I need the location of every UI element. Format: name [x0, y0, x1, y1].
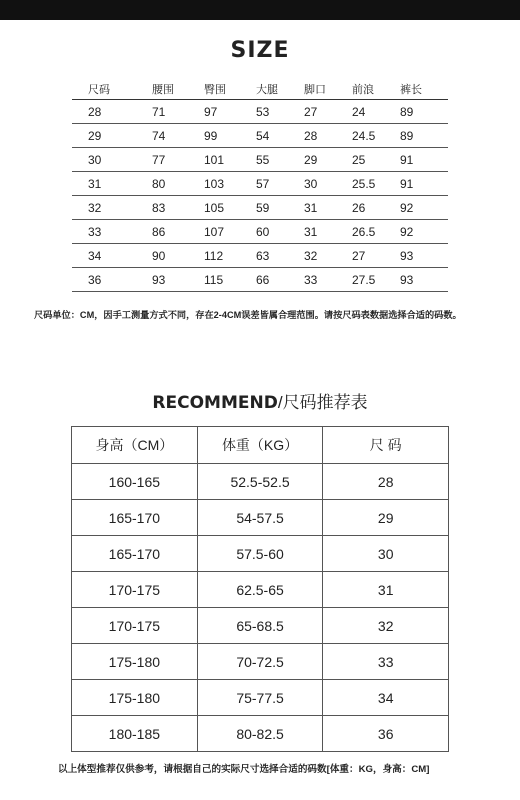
table-row: [72, 536, 449, 572]
table-cell: 52.5-52.5: [197, 464, 323, 500]
table-cell: 54: [256, 128, 270, 143]
table-row: [72, 172, 448, 196]
table-cell: 26: [352, 200, 366, 215]
table-cell: 107: [204, 224, 225, 239]
table-cell: 170-175: [72, 608, 198, 644]
header-cell: 前浪: [352, 83, 374, 96]
table-cell: 31: [88, 176, 102, 191]
table-row: [72, 100, 448, 124]
table-cell: 33: [88, 224, 102, 239]
table-cell: 93: [152, 272, 166, 287]
table-cell: 60: [256, 224, 270, 239]
table-cell: 24: [352, 104, 366, 119]
table-cell: 160-165: [72, 464, 198, 500]
recommend-title-cn: /尺码推荐表: [277, 393, 368, 412]
table-cell: 170-175: [72, 572, 198, 608]
table-cell: 34: [323, 680, 449, 716]
table-cell: 92: [400, 200, 414, 215]
header-cell: 身高（CM）: [72, 427, 198, 464]
size-title: SIZE: [230, 38, 290, 63]
table-cell: 175-180: [72, 644, 198, 680]
header-cell: 尺码: [88, 83, 110, 96]
table-cell: 101: [204, 152, 225, 167]
table-cell: 29: [323, 500, 449, 536]
header-cell: 体重（KG）: [197, 427, 323, 464]
table-cell: 33: [304, 272, 318, 287]
table-cell: 28: [323, 464, 449, 500]
table-cell: 92: [400, 224, 414, 239]
table-row: [72, 680, 449, 716]
size-table-header: [72, 78, 448, 100]
table-row: [72, 148, 448, 172]
table-cell: 71: [152, 104, 166, 119]
table-cell: 89: [400, 104, 414, 119]
table-row: [72, 196, 448, 220]
table-cell: 53: [256, 104, 270, 119]
top-banner-bar: [0, 0, 520, 20]
table-row: [72, 644, 449, 680]
table-cell: 32: [323, 608, 449, 644]
table-row: [72, 572, 449, 608]
table-row: [72, 244, 448, 268]
table-cell: 91: [400, 176, 414, 191]
table-cell: 103: [204, 176, 225, 191]
table-cell: 27: [304, 104, 318, 119]
table-cell: 57: [256, 176, 270, 191]
table-cell: 80-82.5: [197, 716, 323, 752]
table-cell: 27.5: [352, 272, 376, 287]
table-cell: 29: [88, 128, 102, 143]
table-cell: 66: [256, 272, 270, 287]
table-cell: 54-57.5: [197, 500, 323, 536]
table-cell: 36: [88, 272, 102, 287]
header-cell: 腰围: [152, 83, 174, 96]
table-cell: 30: [323, 536, 449, 572]
table-cell: 27: [352, 248, 366, 263]
table-cell: 91: [400, 152, 414, 167]
table-row: [72, 124, 448, 148]
table-row: [72, 268, 448, 292]
table-cell: 25: [352, 152, 366, 167]
table-cell: 175-180: [72, 680, 198, 716]
header-cell: 大腿: [256, 83, 278, 96]
table-row: [72, 220, 448, 244]
table-cell: 59: [256, 200, 270, 215]
table-cell: 29: [304, 152, 318, 167]
table-cell: 93: [400, 248, 414, 263]
table-cell: 34: [88, 248, 102, 263]
table-cell: 165-170: [72, 536, 198, 572]
recommend-table: [71, 426, 449, 752]
table-cell: 25.5: [352, 176, 376, 191]
table-row: [72, 500, 449, 536]
table-cell: 115: [204, 272, 224, 287]
table-row: [72, 716, 449, 752]
table-cell: 57.5-60: [197, 536, 323, 572]
table-cell: 31: [323, 572, 449, 608]
table-cell: 180-185: [72, 716, 198, 752]
table-cell: 77: [152, 152, 166, 167]
table-cell: 31: [304, 224, 318, 239]
recommend-note: 以上体型推荐仅供参考，请根据自己的实际尺寸选择合适的码数[体重：KG，身高：CM]: [58, 764, 430, 775]
table-cell: 36: [323, 716, 449, 752]
table-cell: 30: [88, 152, 102, 167]
table-cell: 83: [152, 200, 166, 215]
header-cell: 裤长: [400, 83, 422, 96]
table-cell: 62.5-65: [197, 572, 323, 608]
table-cell: 63: [256, 248, 270, 263]
table-cell: 28: [304, 128, 318, 143]
table-row: [72, 608, 449, 644]
table-row: [72, 464, 449, 500]
recommend-title-en: RECOMMEND: [152, 393, 278, 413]
size-table: [72, 78, 448, 292]
table-cell: 26.5: [352, 224, 376, 239]
header-cell: 臀围: [204, 83, 226, 96]
size-note: 尺码单位：CM，因手工测量方式不同，存在2-4CM误差皆属合理范围。请按尺码表数据选择合适的码数。: [34, 310, 462, 320]
table-cell: 32: [88, 200, 102, 215]
table-cell: 31: [304, 200, 318, 215]
table-cell: 80: [152, 176, 166, 191]
table-cell: 89: [400, 128, 414, 143]
header-cell: 尺 码: [323, 427, 449, 464]
recommend-table-header: [72, 427, 449, 464]
recommend-title: [0, 388, 520, 413]
table-cell: 30: [304, 176, 318, 191]
table-cell: 165-170: [72, 500, 198, 536]
table-cell: 65-68.5: [197, 608, 323, 644]
table-cell: 86: [152, 224, 166, 239]
table-cell: 90: [152, 248, 166, 263]
table-cell: 74: [152, 128, 166, 143]
table-cell: 75-77.5: [197, 680, 323, 716]
table-cell: 32: [304, 248, 318, 263]
table-cell: 33: [323, 644, 449, 680]
table-cell: 112: [204, 248, 224, 263]
header-cell: 脚口: [304, 83, 326, 96]
table-cell: 55: [256, 152, 270, 167]
table-cell: 97: [204, 104, 218, 119]
table-cell: 105: [204, 200, 225, 215]
table-cell: 70-72.5: [197, 644, 323, 680]
table-cell: 24.5: [352, 128, 376, 143]
table-cell: 28: [88, 104, 102, 119]
table-cell: 93: [400, 272, 414, 287]
table-cell: 99: [204, 128, 218, 143]
